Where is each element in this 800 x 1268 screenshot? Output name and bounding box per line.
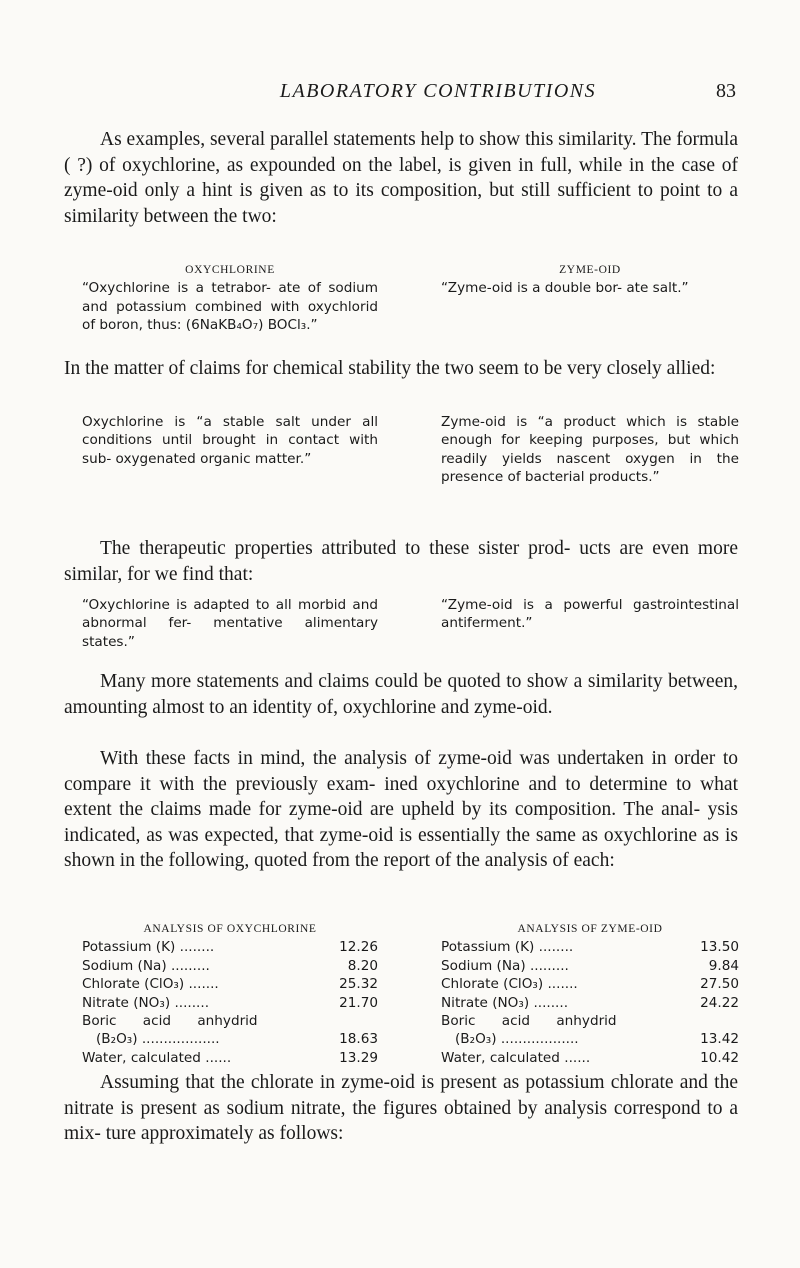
facts-paragraph: With these facts in mind, the analysis of zyme-oid was undertaken in order to compare it with the previously exam- ined oxychlorine and to determine to what extent the claims made for zyme-oid are upheld by its composition. The anal- ysis indicated, as was expected, that zyme-oid is essentially the same as oxychlorine as is shown in the following, quoted from the report of the analysis of each: [64,748,738,871]
oxychlorine-heading: OXYCHLORINE [185,264,275,276]
zymeoid-formula-text: “Zyme-oid is a double bor- ate salt.” [441,280,689,297]
table-row: 9.84 Sodium (Na) ......... [441,957,739,974]
table-row: 24.22 Nitrate (NO₃) ........ [441,994,739,1011]
zymeoid-stability-text: Zyme-oid is “a product which is stable enough for keeping purposes, but which readily yields nascent oxygen in the presence of bacterial products.” [441,414,739,486]
zymeoid-therapeutic-column [441,596,739,633]
zymeoid-stability-column [441,413,739,487]
table-row: 27.50 Chlorate (ClO₃) ....... [441,976,739,993]
table-row: 13.42 (B₂O₃) .................. [455,1031,739,1048]
oxychlorine-stability-column [82,413,378,468]
zymeoid-therapeutic-text: “Zyme-oid is a powerful gastrointestinal antiferment.” [441,597,739,632]
oxychlorine-formula-column [82,261,378,335]
zymeoid-analysis-table [441,920,739,1067]
stability-paragraph: In the matter of claims for chemical stability the two seem to be very closely allied: [64,358,716,379]
running-title: LABORATORY CONTRIBUTIONS [279,80,597,102]
page-number: 83 [716,80,736,102]
zymeoid-formula-column [441,261,739,298]
oxychlorine-analysis-table [82,920,378,1067]
table-row: 25.32 Chlorate (ClO₃) ....... [82,976,378,993]
table-row: Boric acid anhydrid [441,1013,617,1030]
oxychlorine-therapeutic-column [82,596,378,651]
closing-paragraph: Assuming that the chlorate in zyme-oid is present as potassium chlorate and the nitrate is present as sodium nitrate, the figures obtained by analysis correspond to a mix- ture approximately as follows: [64,1072,738,1144]
table-row: 10.42 Water, calculated ...... [441,1049,739,1066]
oxychlorine-analysis-heading: ANALYSIS OF OXYCHLORINE [143,923,317,935]
therapeutic-paragraph: The therapeutic properties attributed to these sister prod- ucts are even more similar, for we find that: [64,538,738,585]
table-row: 21.70 Nitrate (NO₃) ........ [82,994,378,1011]
table-row: 18.63 (B₂O₃) .................. [96,1031,378,1048]
intro-paragraph: As examples, several parallel statements help to show this similarity. The formula ( ?) of oxychlorine, as expounded on the label, is given in full, while in the case of zyme-oid only a hint is given as to its composition, but still sufficient to point to a similarity between the two: [64,129,738,227]
table-row: 13.50 Potassium (K) ........ [441,939,739,956]
oxychlorine-therapeutic-text: “Oxychlorine is adapted to all morbid and abnormal fer- mentative alimentary states.” [82,597,378,650]
table-row: Boric acid anhydrid [82,1013,258,1030]
many-more-paragraph: Many more statements and claims could be quoted to show a similarity between, amounting almost to an identity of, oxychlorine and zyme-oid. [64,671,738,718]
zymeoid-heading: ZYME-OID [559,264,621,276]
oxychlorine-formula-text: “Oxychlorine is a tetrabor- ate of sodium and potassium combined with oxychlorid of boron, thus: (6NaKB₄O₇) BOCl₃.” [82,280,378,334]
table-row: 8.20 Sodium (Na) ......... [82,957,378,974]
oxychlorine-stability-text: Oxychlorine is “a stable salt under all conditions until brought in contact with sub- oxygenated organic matter.” [82,414,378,467]
table-row: 13.29 Water, calculated ...... [82,1049,378,1066]
zymeoid-analysis-heading: ANALYSIS OF ZYME-OID [517,923,663,935]
table-row: 12.26 Potassium (K) ........ [82,939,378,956]
